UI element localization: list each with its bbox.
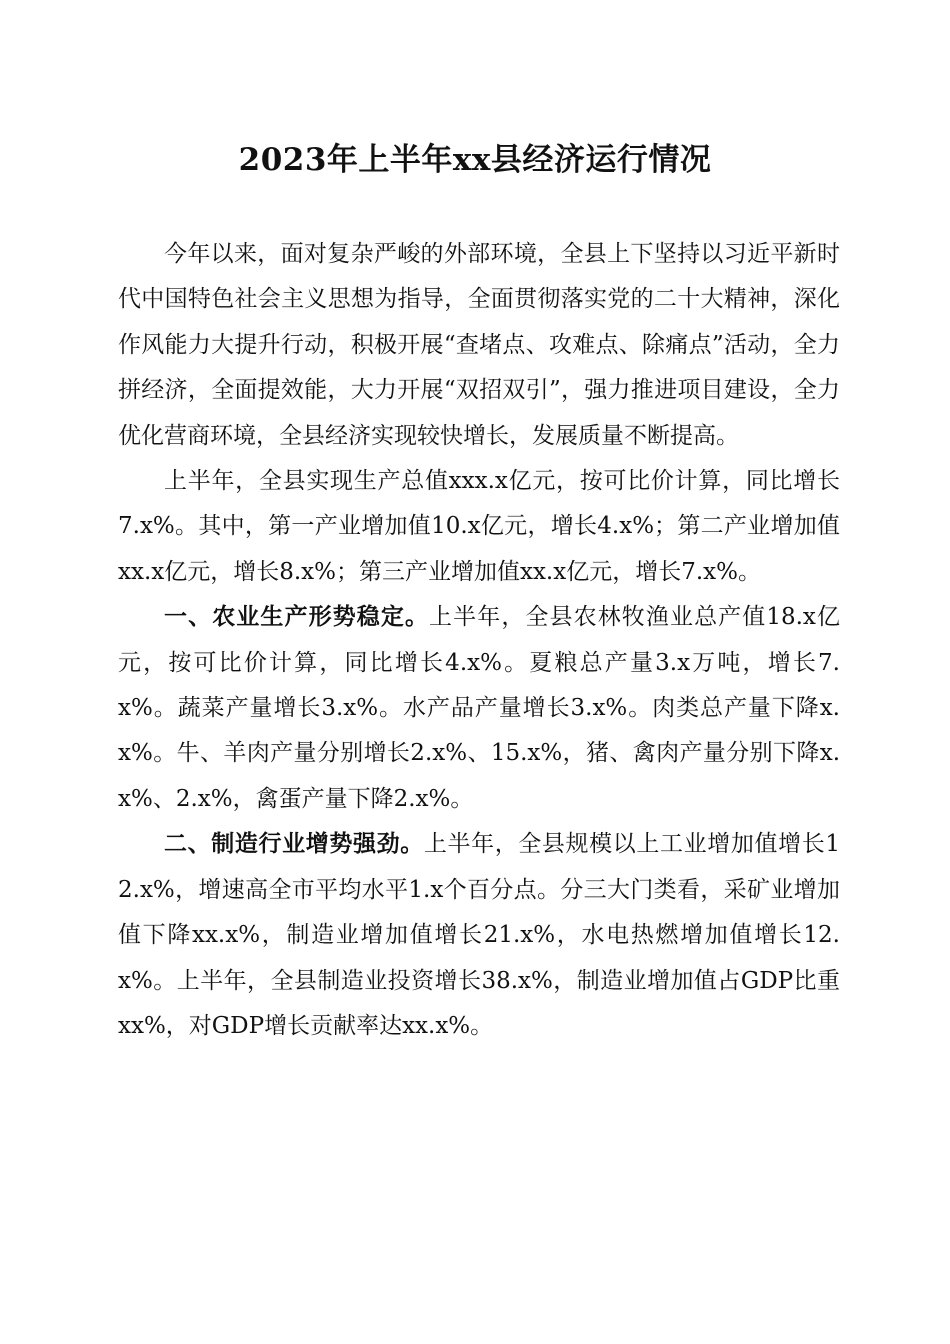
paragraph-gdp-summary [118, 459, 840, 595]
paragraph-intro [118, 232, 840, 459]
paragraph-gdp-summary-text: 上半年，全县实现生产总值xxx.x亿元，按可比价计算，同比增长7.x%。其中，第一产业增加值10.x亿元，增长4.x%；第二产业增加值xx.x亿元，增长8.x%；第三产业增加值xx.x亿元，增长7.x%。 [118, 468, 840, 585]
paragraph-agriculture-text: 上半年，全县农林牧渔业总产值18.x亿元，按可比价计算，同比增长4.x%。夏粮总产量3.x万吨，增长7.x%。蔬菜产量增长3.x%。水产品产量增长3.x%。肉类总产量下降x.x%。牛、羊肉产量分别增长2.x%、15.x%，猪、禽肉产量分别下降x.x%、2.x%，禽蛋产量下降2.x%。 [118, 604, 840, 812]
paragraph-intro-text: 今年以来，面对复杂严峻的外部环境，全县上下坚持以习近平新时代中国特色社会主义思想为指导，全面贯彻落实党的二十大精神，深化作风能力大提升行动，积极开展“查堵点、攻难点、除痛点”活动，全力拼经济，全面提效能，大力开展“双招双引”，强力推进项目建设，全力优化营商环境，全县经济实现较快增长，发展质量不断提高。 [118, 241, 840, 449]
paragraph-manufacturing [118, 822, 840, 1049]
document-title: 2023年上半年xx县经济运行情况 [238, 142, 712, 178]
section-heading-agriculture: 一、农业生产形势稳定。 [164, 604, 430, 631]
section-heading-manufacturing: 二、制造行业增势强劲。 [164, 831, 424, 858]
document-body [118, 232, 840, 1049]
paragraph-manufacturing-text: 上半年，全县规模以上工业增加值增长12.x%，增速高全市平均水平1.x个百分点。分三大门类看，采矿业增加值下降xx.x%，制造业增加值增长21.x%，水电热燃增加值增长12.x%。上半年，全县制造业投资增长38.x%，制造业增加值占GDP比重xx%，对GDP增长贡献率达xx.x%。 [118, 831, 841, 1039]
paragraph-agriculture [118, 595, 840, 822]
